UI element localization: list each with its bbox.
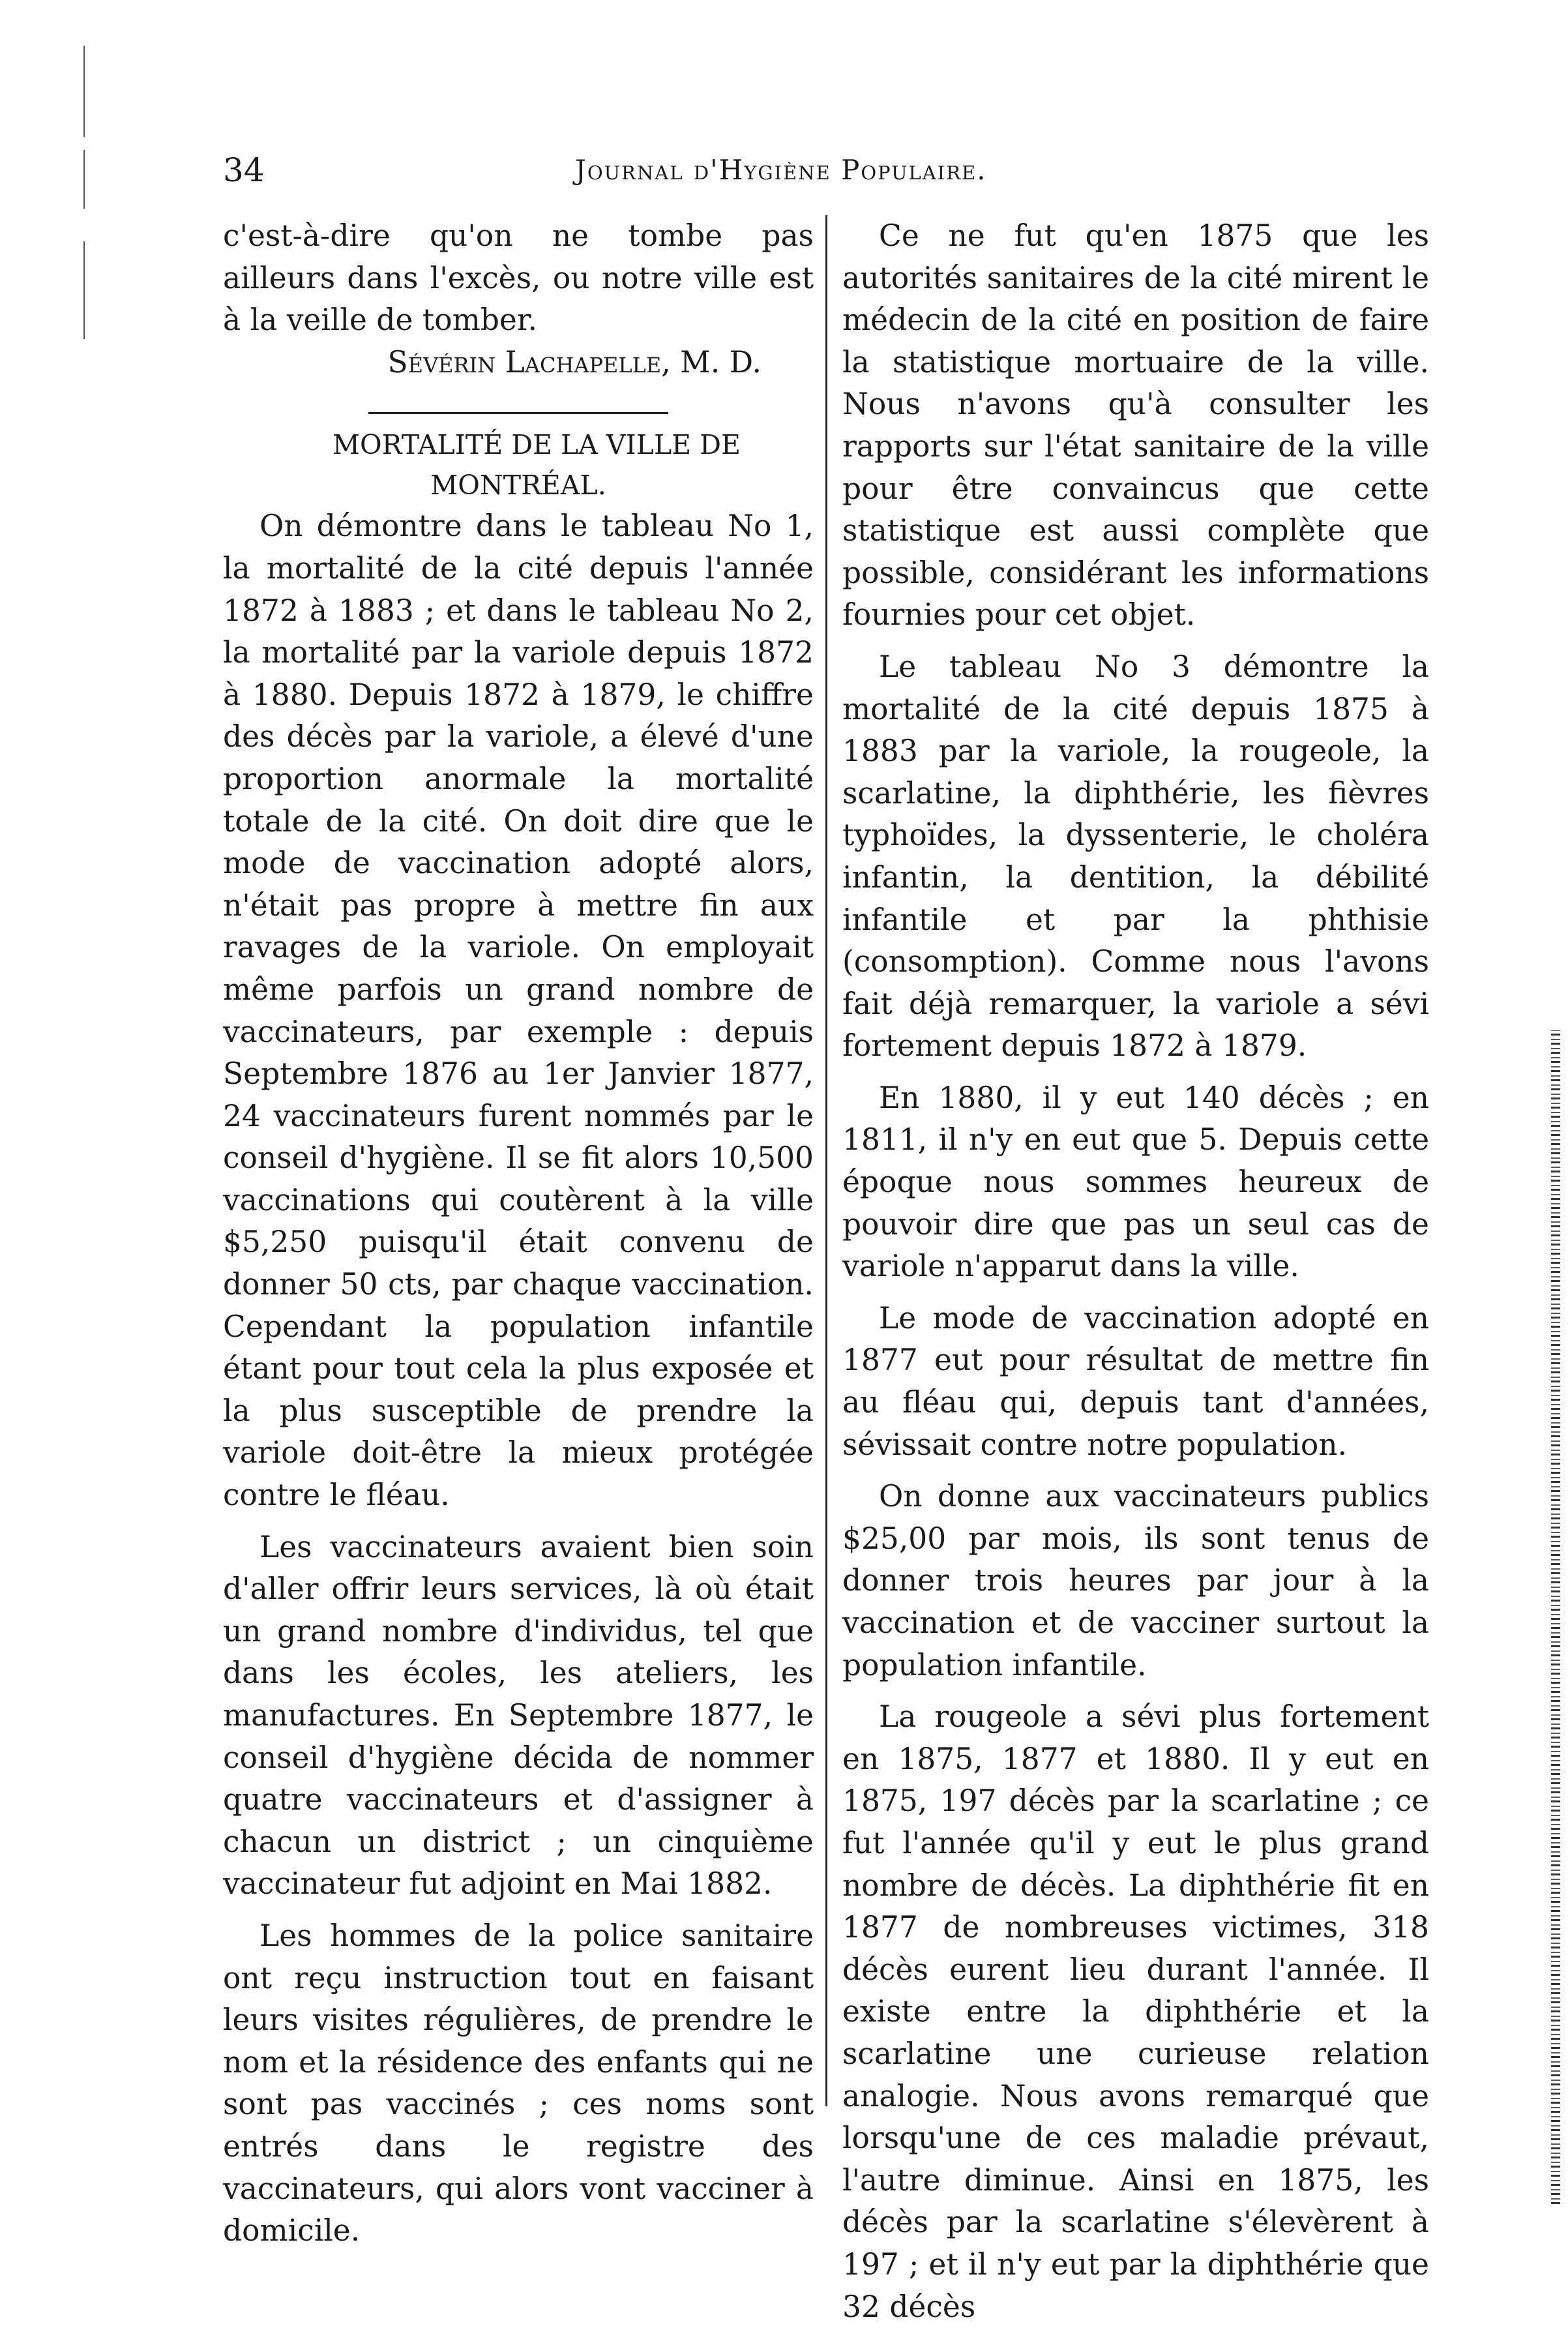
paragraph: On donne aux vaccinateurs publics $25,00 par mois, ils sont tenus de donner trois heures par jour à la vaccination et de vacciner surtout la population infantile. — [842, 1479, 1429, 1682]
paragraph: On démontre dans le tableau No 1, la mortalité de la cité depuis l'année 1872 à 1883 ; et dans le tableau No 2, la mortalité par la variole depuis 1872 à 1880. Depuis 1872 à 1879, le chiffre des décès par la variole, a élevé d'une proportion anormale la mortalité totale de la cité. On doit dire que le mode de vaccination adopté alors, n'était pas propre à mettre fin aux ravages de la variole. On employait même parfois un grand nombre de vaccinateurs, par exemple : depuis Septembre 1876 au 1er Janvier 1877, 24 vaccinateurs furent nommés par le conseil d'hygiène. Il se fit alors 10,500 vaccinations qui coutèrent à la ville $5,250 puisqu'il était convenu de donner 50 cts, par chaque vaccination. Cependant la population infantile étant pour tout cela la plus exposée et la plus susceptible de prendre la variole doit-être la mieux protégée contre le fléau. — [223, 509, 814, 1513]
section-heading: MORTALITÉ DE LA VILLE DE MONTRÉAL. — [333, 429, 741, 501]
paragraph: Le mode de vaccination adopté en 1877 eut pour résultat de mettre fin au fléau qui, depuis tant d'années, sévissait contre notre population. — [842, 1300, 1429, 1462]
paragraph: Les vaccinateurs avaient bien soin d'aller offrir leurs services, là où était un grand nombre d'individus, tel que dans les écoles, les ateliers, les manufactures. En Septembre 1877, le conseil d'hygiène décida de nommer quatre vaccinateurs et d'assigner à chacun un district ; un cinquième vaccinateur fut adjoint en Mai 1882. — [223, 1529, 814, 1902]
paragraph: c'est-à-dire qu'on ne tombe pas ailleurs dans l'excès, ou notre ville est à la veille de tomber. — [223, 218, 814, 338]
scan-edge-mark — [83, 150, 85, 209]
page-number: 34 — [223, 151, 265, 189]
scan-edge-mark — [1551, 1030, 1560, 2204]
scan-edge-mark — [83, 46, 85, 137]
right-column — [842, 215, 1429, 2328]
paragraph: Ce ne fut qu'en 1875 que les autorités sanitaires de la cité mirent le médecin de la cité en position de faire la statistique mortuaire de la ville. Nous n'avons qu'à consulter les rapports sur l'état sanitaire de la ville pour être convaincus que cette statistique est aussi complète que possible, considérant les informations fournies pour cet objet. — [842, 218, 1429, 633]
author-signature: Sévérin Lachapelle, M. D. — [387, 344, 762, 380]
paragraph: Le tableau No 3 démontre la mortalité de la cité depuis 1875 à 1883 par la variole, la rougeole, la scarlatine, la diphthérie, les fièvres typhoïdes, la dyssenterie, le choléra infantin, la dentition, la débilité infantile et par la phthisie (consomption). Comme nous l'avons fait déjà remarquer, la variole a sévi fortement depuis 1872 à 1879. — [842, 649, 1429, 1064]
column-divider — [825, 215, 827, 2106]
paragraph: Les hommes de la police sanitaire ont reçu instruction tout en faisant leurs visites régulières, de prendre le nom et la résidence des enfants qui ne sont pas vaccinés ; ces noms sont entrés dans le registre des vaccinateurs, qui alors vont vacciner à domicile. — [223, 1918, 814, 2248]
section-divider — [368, 412, 668, 414]
page-header — [223, 151, 1424, 197]
scan-edge-mark — [83, 241, 85, 339]
running-title: Journal d'Hygiène Populaire. — [575, 154, 987, 186]
left-column — [223, 215, 814, 2252]
paragraph: La rougeole a sévi plus fortement en 1875, 1877 et 1880. Il y eut en 1875, 197 décès par la scarlatine ; ce fut l'année qu'il y eut le plus grand nombre de décès. La diphthérie fit en 1877 de nombreuses victimes, 318 décès eurent lieu durant l'année. Il existe entre la diphthérie et la scarlatine une curieuse relation analogie. Nous avons remarqué que lorsqu'une de ces maladie prévaut, l'autre diminue. Ainsi en 1875, les décès par la scarlatine s'élevèrent à 197 ; et il n'y eut par la diphthérie que 32 décès — [842, 1699, 1429, 2324]
paragraph: En 1880, il y eut 140 décès ; en 1811, il n'y en eut que 5. Depuis cette époque nous sommes heureux de pouvoir dire que pas un seul cas de variole n'apparut dans la ville. — [842, 1080, 1429, 1284]
